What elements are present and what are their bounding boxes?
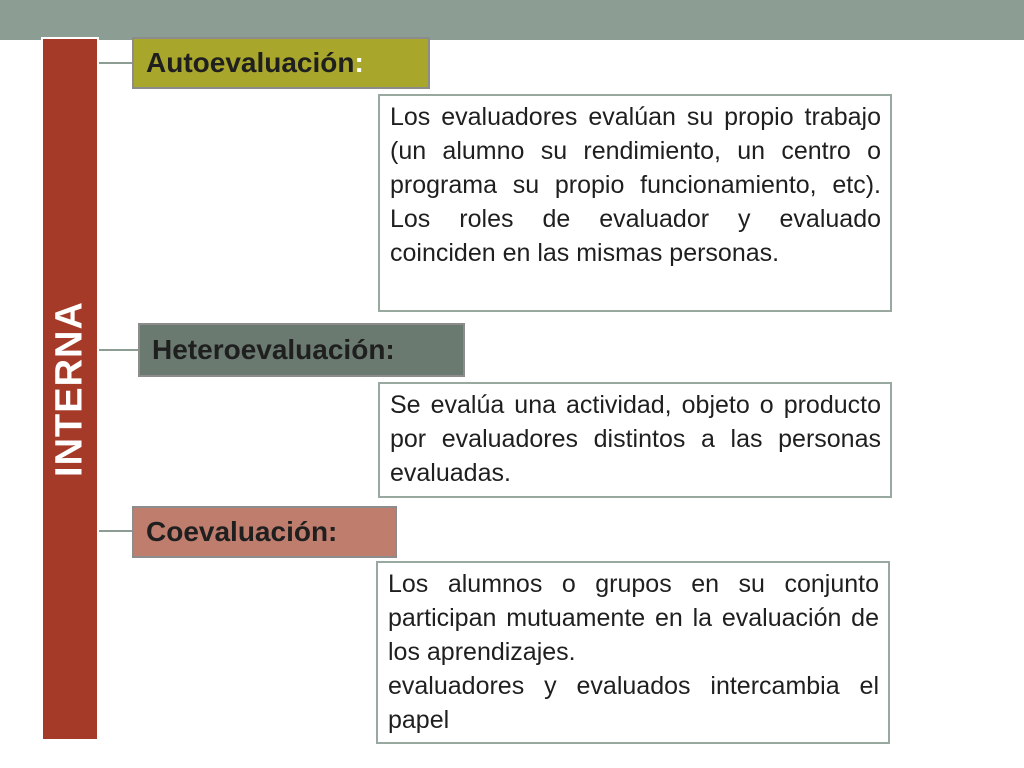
heading-coevaluacion-text: Coevaluación: <box>146 516 338 547</box>
heading-autoevaluacion-colon: : <box>354 47 364 78</box>
description-autoevaluacion-text: Los evaluadores evalúan su propio trabajo (un alumno su rendimiento, un centro o programa su propio funcionamiento, etc). Los roles de evaluador y evaluado coinciden en las mismas personas. <box>390 103 881 267</box>
side-label: INTERNA <box>48 301 91 477</box>
description-autoevaluacion <box>378 94 892 312</box>
description-coevaluacion <box>376 561 890 744</box>
heading-autoevaluacion-text: Autoevaluación <box>146 47 355 78</box>
description-heteroevaluacion <box>378 382 892 498</box>
heading-heteroevaluacion <box>138 323 465 377</box>
connector-hetero <box>99 349 138 351</box>
connector-co <box>99 530 132 532</box>
heading-heteroevaluacion-text: Heteroevaluación: <box>152 334 395 365</box>
top-band <box>0 0 1024 40</box>
description-coevaluacion-text-1: Los alumnos o grupos en su conjunto participan mutuamente en la evaluación de los aprendizajes. <box>388 570 879 666</box>
connector-auto <box>99 62 132 64</box>
description-coevaluacion-text-2: evaluadores y evaluados intercambia el papel <box>388 672 879 734</box>
heading-coevaluacion <box>132 506 397 558</box>
heading-autoevaluacion <box>132 37 430 89</box>
description-heteroevaluacion-text: Se evalúa una actividad, objeto o producto por evaluadores distintos a las personas evaluadas. <box>390 391 881 487</box>
